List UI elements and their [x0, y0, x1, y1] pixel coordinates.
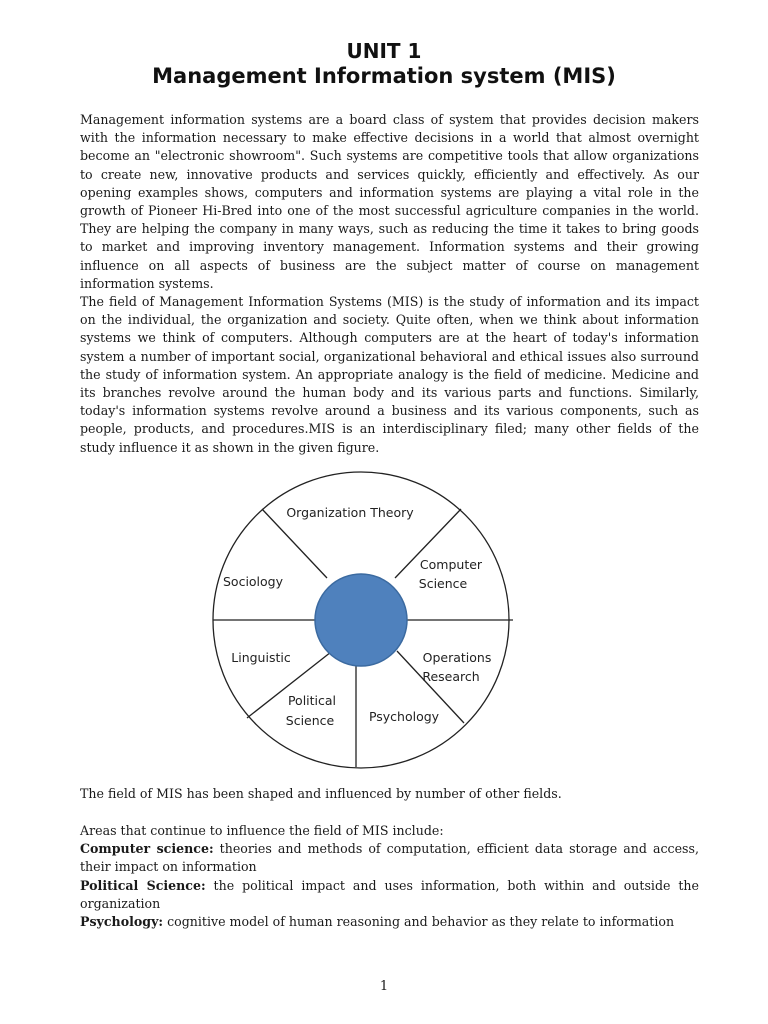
- mis-center-circle: [315, 574, 407, 666]
- label-political-science: Science: [285, 713, 335, 728]
- area-desc: theories and methods of computation, efficient data storage and access, their impact on information: [80, 841, 699, 875]
- label-political: Political: [287, 693, 337, 708]
- area-item-psychology: [80, 913, 699, 931]
- label-organization-theory: Organization Theory: [286, 505, 414, 520]
- mis-field-paragraph: The field of Management Information Systems (MIS) is the study of information and its impact on the individual, the organization and society. Quite often, when we think about information systems we think of computers. Although computers are at the heart of today's information system a number of important social, organizational behavioral and ethical issues also surround the study of information system. An appropriate analogy is the field of medicine. Medicine and its branches revolve around the human body and its various parts and functions. Similarly, today's information systems revolve around a business and its various components, such as people, products, and procedures.MIS is an interdisciplinary filed; many other fields of the study influence it as shown in the given figure.: [80, 294, 699, 455]
- area-desc: the political impact and uses information, both within and outside the organization: [80, 877, 699, 911]
- page-title: Management Information system (MIS): [152, 64, 616, 88]
- unit-heading: UNIT 1: [346, 39, 422, 63]
- intro-paragraph: Management information systems are a board class of system that provides decision makers with the information necessary to make effective decisions in a world that almost overnight become an "electronic showroom". Such systems are competitive tools that allow organizations to create new, innovative products and services quickly, efficiently and effectively. As our opening examples shows, computers and information systems are playing a vital role in the growth of Pioneer Hi-Bred into one of the most successful agriculture companies in the world. They are helping the company in many ways, such as reducing the time it takes to bring goods to market and improving inventory management. Information systems and their growing influence on all aspects of business are the subject matter of course on management information systems.: [80, 112, 699, 291]
- area-item-political-science: [80, 877, 699, 913]
- label-computer: Computer: [419, 557, 483, 572]
- area-item-computer-science: [80, 840, 699, 876]
- label-psychology: Psychology: [368, 709, 440, 724]
- page-number: 1: [379, 979, 389, 994]
- areas-section: [80, 822, 699, 931]
- label-linguistic: Linguistic: [231, 650, 291, 665]
- area-term: Computer science:: [80, 841, 214, 857]
- area-term: Political Science:: [80, 877, 206, 893]
- label-operations: Operations: [422, 650, 492, 665]
- area-term: Psychology:: [80, 914, 164, 930]
- area-desc: cognitive model of human reasoning and behavior as they relate to information: [163, 914, 675, 930]
- areas-intro: Areas that continue to influence the field of MIS include:: [80, 823, 444, 838]
- label-sociology: Sociology: [222, 574, 284, 589]
- label-computer-science: Science: [418, 576, 468, 591]
- label-operations-research: Research: [422, 669, 480, 684]
- shaped-by-paragraph: The field of MIS has been shaped and influenced by number of other fields.: [80, 786, 562, 801]
